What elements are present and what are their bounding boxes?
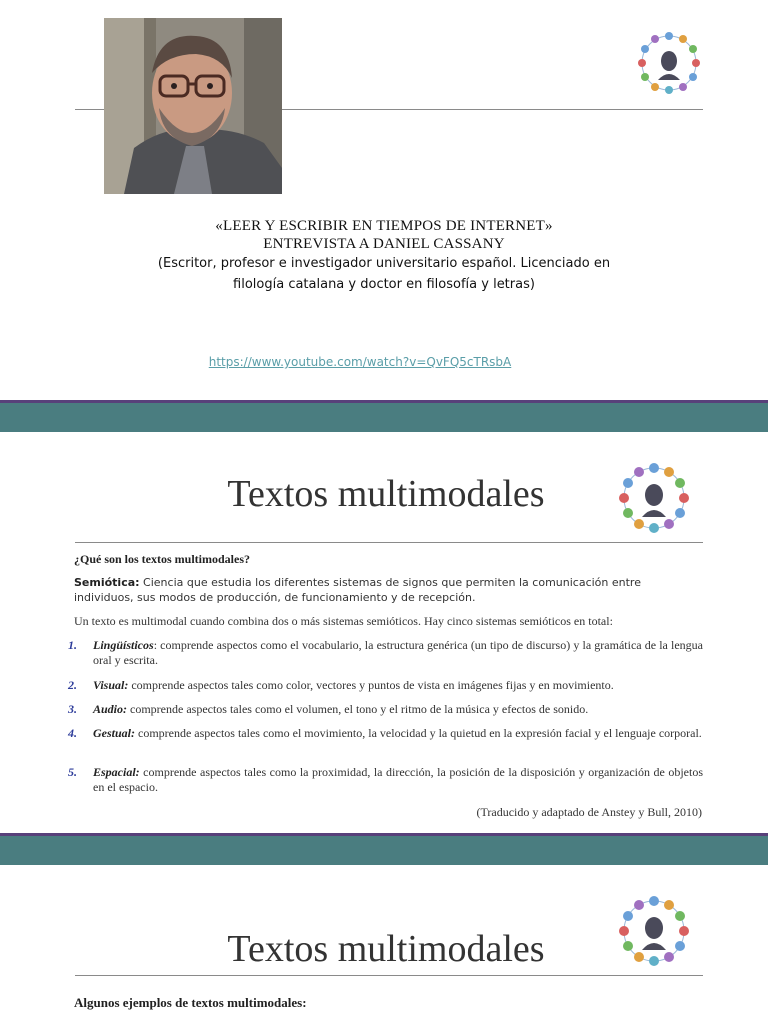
list-term: Gestual: (93, 726, 135, 740)
list-item (68, 678, 703, 693)
band-accent-top (0, 400, 768, 403)
list-number: 2. (68, 678, 77, 692)
list-number: 3. (68, 702, 77, 716)
list-item (68, 726, 703, 741)
list-text: comprende aspectos tales como el volumen, el tono y el ritmo de la música y efectos de sonido. (127, 702, 589, 716)
semiotica-term: Semiótica: (74, 576, 140, 589)
author-photo (104, 18, 282, 194)
list-number: 4. (68, 726, 77, 740)
list-item (68, 765, 703, 795)
author-description-line-2: filología catalana y doctor en filosofía y letras) (233, 277, 535, 292)
multimodal-network-icon (634, 28, 704, 98)
list-term: Visual: (93, 678, 129, 692)
citation: (Traducido y adaptado de Anstey y Bull, 2010) (476, 805, 702, 819)
list-item (68, 702, 703, 717)
list-term: Audio: (93, 702, 128, 716)
slide-3 (0, 865, 768, 1024)
slide-2 (0, 432, 768, 833)
list-item (68, 638, 703, 668)
list-text: comprende aspectos tales como color, vectores y puntos de vista en imágenes fijas y en movimiento. (128, 678, 614, 692)
interview-title-line-1: «LEER Y ESCRIBIR EN TIEMPOS DE INTERNET» (215, 218, 553, 234)
list-number: 1. (68, 638, 77, 652)
band-accent-top (0, 833, 768, 836)
divider-line (75, 975, 703, 976)
semiotica-text: Ciencia que estudia los diferentes sistemas de signos que permiten la comunicación entre individuos, sus modos de producción, de funcionamiento y de recepción. (74, 576, 641, 604)
list-term: Espacial: (93, 765, 140, 779)
author-description-line-1: (Escritor, profesor e investigador universitario español. Licenciado en (157, 256, 611, 271)
slide-title: Textos multimodales (227, 928, 545, 970)
multimodal-network-icon (612, 460, 682, 530)
list-term: Lingüísticos (93, 638, 154, 652)
slide-title: Textos multimodales (227, 473, 545, 515)
section-subheading: Algunos ejemplos de textos multimodales: (74, 995, 307, 1010)
intro-paragraph: Un texto es multimodal cuando combina dos o más sistemas semióticos. Hay cinco sistemas semióticos en total: (74, 614, 613, 628)
list-text: : comprende aspectos como el vocabulario, la estructura genérica (un tipo de discurso) y la gramática de la lengua oral y escrita. (93, 638, 703, 667)
slide-1 (0, 0, 768, 400)
list-text: comprende aspectos tales como la proximidad, la dirección, la posición de la disposición y organización de objetos en el espacio. (93, 765, 703, 794)
youtube-link[interactable]: https://www.youtube.com/watch?v=QvFQ5cTRsbA (208, 355, 512, 369)
slide-separator-band (0, 400, 768, 432)
section-question: ¿Qué son los textos multimodales? (74, 552, 251, 566)
slide-separator-band (0, 833, 768, 865)
list-text: comprende aspectos tales como el movimiento, la velocidad y la quietud en la expresión facial y el lenguaje corporal. (135, 726, 702, 740)
divider-line (75, 542, 703, 543)
semiotica-definition (74, 575, 704, 605)
interview-title-line-2: ENTREVISTA A DANIEL CASSANY (263, 236, 505, 252)
list-number: 5. (68, 765, 77, 779)
